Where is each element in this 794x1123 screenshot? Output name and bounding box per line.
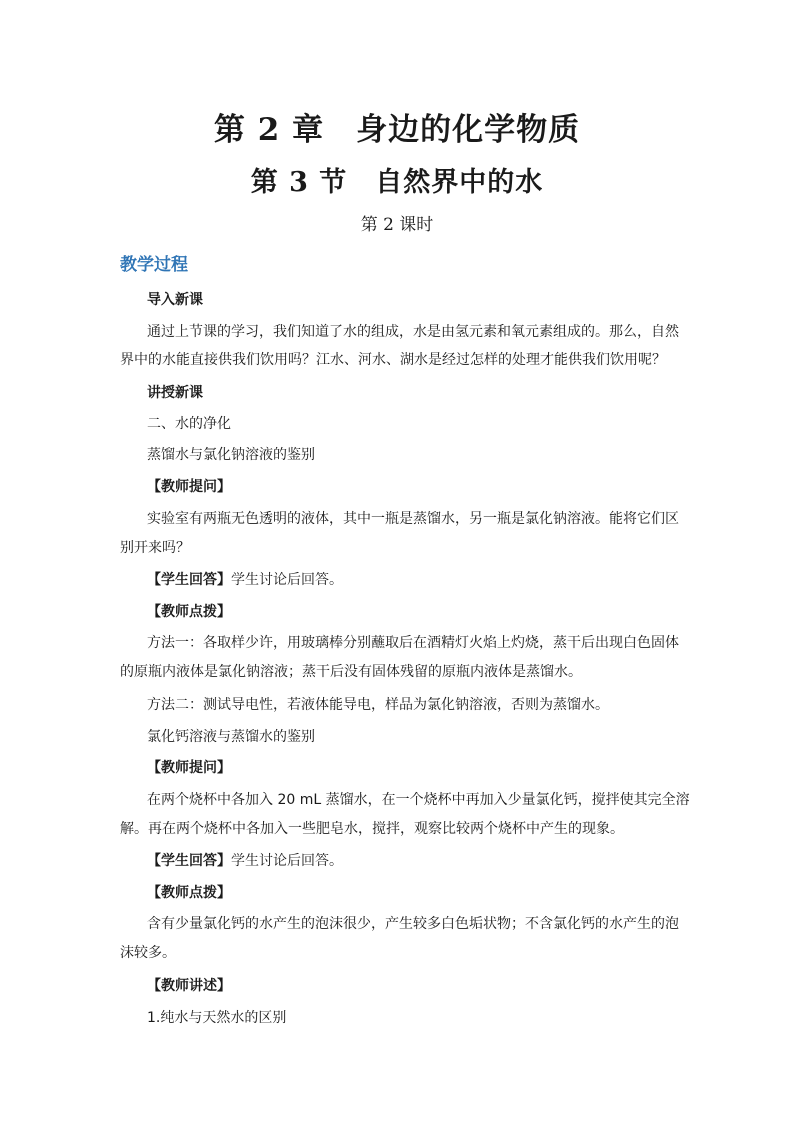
- lesson-subtitle: 第 2 课时: [360, 215, 434, 235]
- paragraph-line: 界中的水能直接供我们饮用吗？江水、河水、湖水是经过怎样的处理才能供我们饮用呢？: [120, 352, 666, 368]
- paragraph-line: 方法一：各取样少许，用玻璃棒分别蘸取后在酒精灯火焰上灼烧，蒸干后出现白色固体: [147, 635, 679, 651]
- paragraph-line: 沫较多。: [120, 945, 176, 961]
- student-answer-line: [147, 570, 343, 590]
- paragraph-line: 蒸馏水与氯化钠溶液的鉴别: [147, 447, 315, 463]
- student-answer-label: 【学生回答】: [147, 853, 231, 869]
- subheading-intro: 导入新课: [147, 292, 203, 308]
- student-answer-text: 学生讨论后回答。: [231, 572, 343, 588]
- teacher-guidance-label: 【教师点拨】: [147, 885, 231, 901]
- paragraph-line: 别开来吗？: [120, 540, 190, 556]
- paragraph-line: 1.纯水与天然水的区别: [147, 1010, 287, 1026]
- paragraph-line: 实验室有两瓶无色透明的液体，其中一瓶是蒸馏水，另一瓶是氯化钠溶液。能将它们区: [147, 511, 679, 527]
- teacher-question-label: 【教师提问】: [147, 760, 231, 776]
- student-answer-label: 【学生回答】: [147, 572, 231, 588]
- paragraph-line: 解。再在两个烧杯中各加入一些肥皂水，搅拌，观察比较两个烧杯中产生的现象。: [120, 821, 624, 837]
- teaching-process-heading: 教学过程: [120, 255, 188, 275]
- teacher-explanation-label: 【教师讲述】: [147, 978, 231, 994]
- paragraph-line: 含有少量氯化钙的水产生的泡沫很少，产生较多白色垢状物；不含氯化钙的水产生的泡: [147, 916, 679, 932]
- paragraph-line: 在两个烧杯中各加入 20 mL 蒸馏水，在一个烧杯中再加入少量氯化钙，搅拌使其完全溶: [147, 792, 690, 808]
- teacher-guidance-label: 【教师点拨】: [147, 604, 231, 620]
- paragraph-line: 的原瓶内液体是氯化钠溶液；蒸干后没有固体残留的原瓶内液体是蒸馏水。: [120, 664, 582, 680]
- paragraph-line: 方法二：测试导电性，若液体能导电，样品为氯化钠溶液，否则为蒸馏水。: [147, 697, 609, 713]
- paragraph-line: 氯化钙溶液与蒸馏水的鉴别: [147, 729, 315, 745]
- student-answer-line: [147, 851, 343, 871]
- section-title: 第 3 节 自然界中的水: [250, 167, 544, 198]
- student-answer-text: 学生讨论后回答。: [231, 853, 343, 869]
- chapter-title: 第 2 章 身边的化学物质: [213, 112, 581, 148]
- teacher-question-label: 【教师提问】: [147, 479, 231, 495]
- paragraph-line: 通过上节课的学习，我们知道了水的组成，水是由氢元素和氧元素组成的。那么，自然: [147, 324, 679, 340]
- subheading-new-lesson: 讲授新课: [147, 385, 203, 401]
- paragraph-line: 二、水的净化: [147, 416, 231, 432]
